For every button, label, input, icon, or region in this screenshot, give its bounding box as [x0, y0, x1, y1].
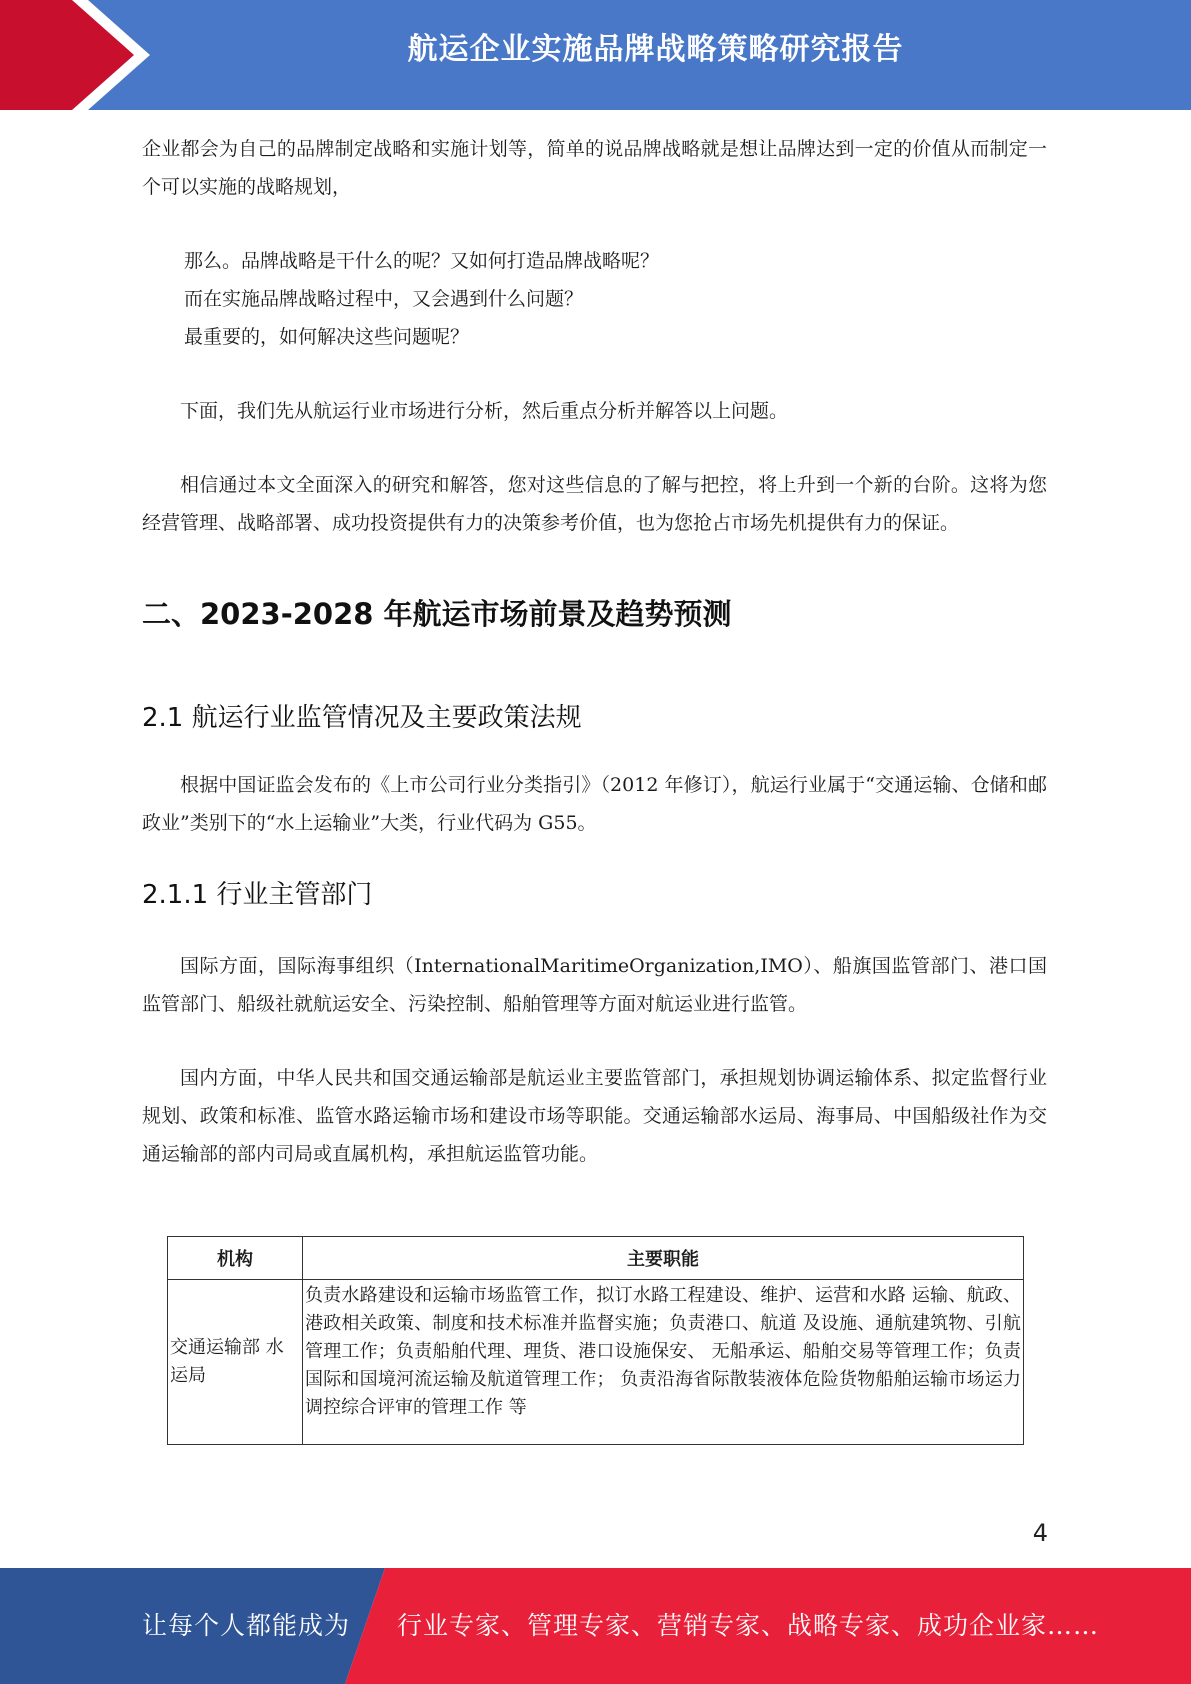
- page-footer: [0, 1568, 1191, 1684]
- intro-question: 而在实施品牌战略过程中，又会遇到什么问题？: [184, 288, 584, 310]
- body-paragraph: 国际方面，国际海事组织（InternationalMaritimeOrganization,IMO）、船旗国监管部门、港口国监管部门、船级社就航运安全、污染控制、船舶管理等方面对航运业进行监管。: [142, 955, 1047, 1015]
- page-number: 4: [1032, 1519, 1048, 1547]
- intro-paragraph: 企业都会为自己的品牌制定战略和实施计划等，简单的说品牌战略就是想让品牌达到一定的价值从而制定一个可以实施的战略规划，: [142, 138, 1047, 198]
- page-header: [0, 0, 1191, 110]
- subsubsection-heading: 2.1.1 行业主管部门: [142, 880, 373, 910]
- table-header-cell: 主要职能: [303, 1237, 1024, 1280]
- table-header-cell: 机构: [168, 1237, 303, 1280]
- document-body: [142, 130, 1047, 1173]
- footer-slogan-right: 行业专家、管理专家、营销专家、战略专家、成功企业家……: [397, 1611, 1100, 1640]
- report-title: 航运企业实施品牌战略策略研究报告: [407, 32, 904, 67]
- footer-slogan-left: 让每个人都能成为: [142, 1611, 351, 1640]
- table-cell-org: 交通运输部 水运局: [168, 1280, 303, 1445]
- intro-paragraph: 相信通过本文全面深入的研究和解答，您对这些信息的了解与把控，将上升到一个新的台阶。这将为您经营管理、战略部署、成功投资提供有力的决策参考价值，也为您抢占市场先机提供有力的保证。: [142, 474, 1047, 534]
- subsection-heading: 2.1 航运行业监管情况及主要政策法规: [142, 703, 582, 733]
- intro-question: 最重要的，如何解决这些问题呢？: [184, 326, 470, 348]
- duty-table: [167, 1236, 1024, 1445]
- table-row: [168, 1280, 1024, 1445]
- intro-question: 那么。品牌战略是干什么的呢？又如何打造品牌战略呢？: [184, 250, 660, 272]
- body-paragraph: 根据中国证监会发布的《上市公司行业分类指引》（2012 年修订），航运行业属于“交通运输、仓储和邮政业”类别下的“水上运输业”大类，行业代码为 G55。: [142, 774, 1047, 834]
- table-header-row: [168, 1237, 1024, 1280]
- table-cell-duty: 负责水路建设和运输市场监管工作，拟订水路工程建设、维护、运营和水路 运输、航政、港政相关政策、制度和技术标准并监督实施；负责港口、航道 及设施、通航建筑物、引航管理工作；负责船舶代理、理货、港口设施保安、 无船承运、船舶交易等管理工作；负责国际和国境河流运输及航道管理工作； 负责沿海省际散装液体危险货物船舶运输市场运力调控综合评审的管理工作 等: [303, 1280, 1024, 1445]
- body-paragraph: 国内方面，中华人民共和国交通运输部是航运业主要监管部门，承担规划协调运输体系、拟定监督行业规划、政策和标准、监管水路运输市场和建设市场等职能。交通运输部水运局、海事局、中国船级社作为交通运输部的部内司局或直属机构，承担航运监管功能。: [142, 1067, 1047, 1165]
- duty-table-container: [167, 1236, 1024, 1446]
- intro-paragraph: 下面，我们先从航运行业市场进行分析，然后重点分析并解答以上问题。: [180, 400, 789, 422]
- section-heading: 二、2023-2028 年航运市场前景及趋势预测: [142, 597, 732, 631]
